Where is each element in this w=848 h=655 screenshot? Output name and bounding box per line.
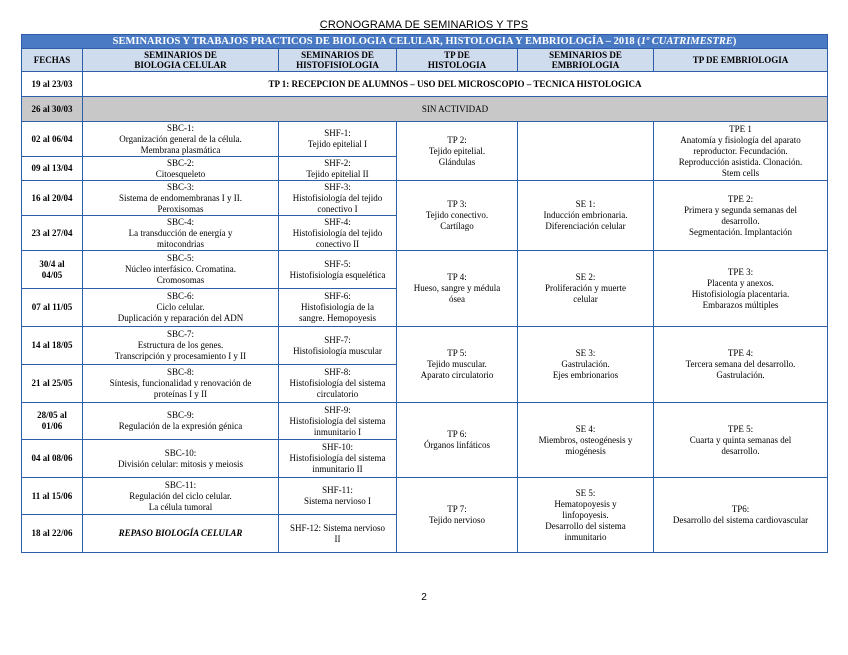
page-number: 2 (421, 592, 427, 603)
header-fechas: FECHAS (22, 49, 83, 72)
tp-histologia-cell: TP 4: Hueso, sangre y médula ósea (397, 251, 518, 327)
tp-histologia-cell: TP 7: Tejido nervioso (397, 478, 518, 553)
date-cell: 02 al 06/04 (22, 122, 83, 157)
shf-cell: SHF-8: Histofisiología del sistema circulatorio (279, 365, 397, 403)
date-cell: 30/4 al 04/05 (22, 251, 83, 289)
sin-actividad-cell: SIN ACTIVIDAD (83, 97, 828, 122)
sbc-cell: SBC-4: La transducción de energía y mitocondrias (83, 216, 279, 251)
table-row (22, 181, 828, 216)
tpe-cell: TPE 2: Primera y segunda semanas del desarrollo. Segmentación. Implantación (654, 181, 828, 251)
tp-histologia-cell: TP 5: Tejido muscular. Aparato circulatorio (397, 327, 518, 403)
shf-cell: SHF-1: Tejido epitelial I (279, 122, 397, 157)
shf-cell: SHF-5: Histofisiología esquelética (279, 251, 397, 289)
header-biologia-celular: SEMINARIOS DE BIOLOGIA CELULAR (83, 49, 279, 72)
se-cell (518, 122, 654, 181)
shf-cell: SHF-3: Histofisiología del tejido conectivo I (279, 181, 397, 216)
date-cell: 11 al 15/06 (22, 478, 83, 515)
sbc-cell: SBC-9: Regulación de la expresión génica (83, 403, 279, 440)
shf-cell: SHF-12: Sistema nervioso II (279, 515, 397, 553)
se-cell: SE 3: Gastrulación. Ejes embrionarios (518, 327, 654, 403)
date-cell: 28/05 al 01/06 (22, 403, 83, 440)
tpe-cell: TP6: Desarrollo del sistema cardiovascular (654, 478, 828, 553)
header-embriologia: SEMINARIOS DE EMBRIOLOGIA (518, 49, 654, 72)
sbc-cell: SBC-10: División celular: mitosis y meiosis (83, 440, 279, 478)
table-header-row (22, 49, 828, 72)
table-row (22, 478, 828, 515)
table-row (22, 403, 828, 440)
sbc-cell: SBC-6: Ciclo celular. Duplicación y reparación del ADN (83, 289, 279, 327)
date-cell: 19 al 23/03 (22, 72, 83, 97)
date-cell: 26 al 30/03 (22, 97, 83, 122)
date-cell: 18 al 22/06 (22, 515, 83, 553)
tp1-cell: TP 1: RECEPCION DE ALUMNOS – USO DEL MICROSCOPIO – TECNICA HISTOLOGICA (83, 72, 828, 97)
date-cell: 07 al 11/05 (22, 289, 83, 327)
se-cell: SE 4: Miembros, osteogénesis y miogénesis (518, 403, 654, 478)
se-cell: SE 5: Hematopoyesis y linfopoyesis. Desarrollo del sistema inmunitario (518, 478, 654, 553)
header-histofisiologia: SEMINARIOS DE HISTOFISIOLOGIA (279, 49, 397, 72)
sbc-cell: SBC-2: Citoesqueleto (83, 157, 279, 181)
table-row (22, 97, 828, 122)
tp-histologia-cell: TP 2: Tejido epitelial. Glándulas (397, 122, 518, 181)
table-row (22, 72, 828, 97)
shf-cell: SHF-4: Histofisiología del tejido conectivo II (279, 216, 397, 251)
tp-histologia-cell: TP 6: Órganos linfáticos (397, 403, 518, 478)
se-cell: SE 1: Inducción embrionaria. Diferenciación celular (518, 181, 654, 251)
sbc-cell: SBC-1: Organización general de la célula. Membrana plasmática (83, 122, 279, 157)
header-tp-embriologia: TP DE EMBRIOLOGIA (654, 49, 828, 72)
tpe-cell: TPE 3: Placenta y anexos. Histofisiología placentaria. Embarazos múltiples (654, 251, 828, 327)
page-heading: CRONOGRAMA DE SEMINARIOS Y TPS (319, 19, 529, 31)
date-cell: 16 al 20/04 (22, 181, 83, 216)
sbc-cell: SBC-7: Estructura de los genes. Transcripción y procesamiento I y II (83, 327, 279, 365)
shf-cell: SHF-11: Sistema nervioso I (279, 478, 397, 515)
shf-cell: SHF-2: Tejido epitelial II (279, 157, 397, 181)
shf-cell: SHF-7: Histofisiología muscular (279, 327, 397, 365)
sbc-cell: SBC-8: Síntesis, funcionalidad y renovación de proteínas I y II (83, 365, 279, 403)
tpe-cell: TPE 5: Cuarta y quinta semanas del desarrollo. (654, 403, 828, 478)
table-row (22, 251, 828, 289)
date-cell: 21 al 25/05 (22, 365, 83, 403)
sbc-cell: SBC-3: Sistema de endomembranas I y II. Peroxisomas (83, 181, 279, 216)
date-cell: 14 al 18/05 (22, 327, 83, 365)
shf-cell: SHF-9: Histofisiología del sistema inmunitario I (279, 403, 397, 440)
shf-cell: SHF-10: Histofisiología del sistema inmunitario II (279, 440, 397, 478)
sbc-cell: SBC-5: Núcleo interfásico. Cromatina. Cromosomas (83, 251, 279, 289)
tpe-cell: TPE 4: Tercera semana del desarrollo. Gastrulación. (654, 327, 828, 403)
date-cell: 23 al 27/04 (22, 216, 83, 251)
date-cell: 09 al 13/04 (22, 157, 83, 181)
shf-cell: SHF-6: Histofisiología de la sangre. Hemopoyesis (279, 289, 397, 327)
table-row (22, 122, 828, 157)
table-row (22, 327, 828, 365)
sbc-cell: SBC-11: Regulación del ciclo celular. La célula tumoral (83, 478, 279, 515)
table-title-row (22, 35, 828, 49)
date-cell: 04 al 08/06 (22, 440, 83, 478)
tpe-cell: TPE 1 Anatomía y fisiología del aparato reproductor. Fecundación. Reproducción asistida. Clonación. Stem cells (654, 122, 828, 181)
tp-histologia-cell: TP 3: Tejido conectivo. Cartílago (397, 181, 518, 251)
repaso-cell: REPASO BIOLOGÍA CELULAR (83, 515, 279, 553)
schedule-table (21, 34, 828, 553)
header-tp-histologia: TP DE HISTOLOGIA (397, 49, 518, 72)
table-title: SEMINARIOS Y TRABAJOS PRACTICOS DE BIOLOGIA CELULAR, HISTOLOGIA Y EMBRIOLOGÍA – 2018 (1º CUATRIMESTRE) (22, 35, 828, 49)
se-cell: SE 2: Proliferación y muerte celular (518, 251, 654, 327)
